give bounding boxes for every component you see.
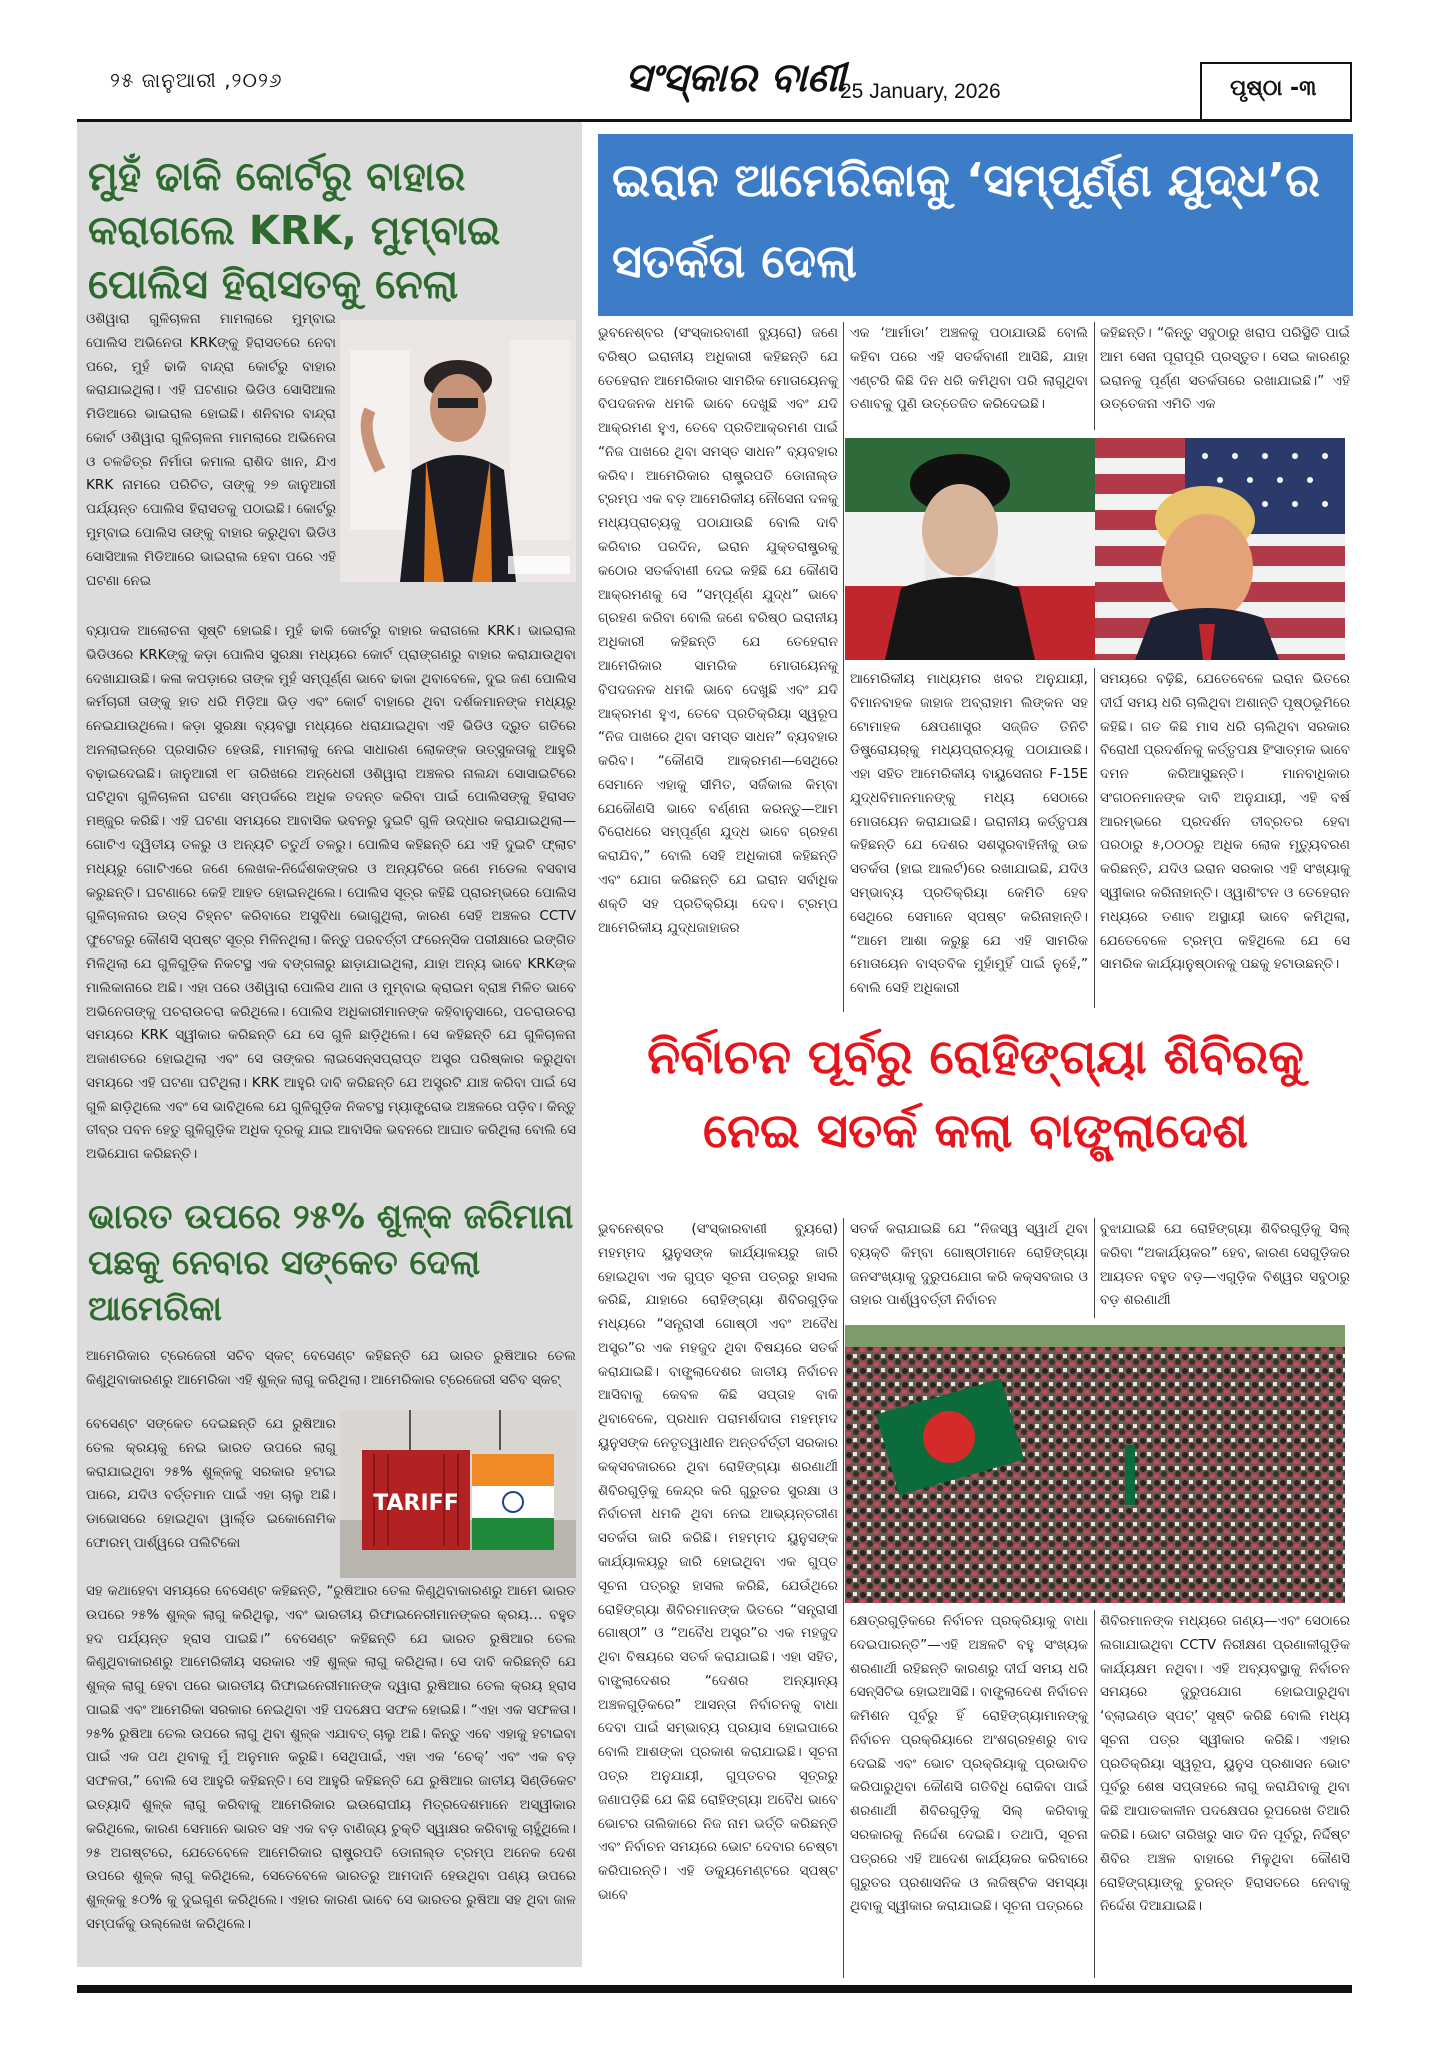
column-divider [1094, 1610, 1095, 1978]
footer-divider [77, 1985, 1352, 1993]
column-divider [843, 322, 844, 1012]
iran-body-col2: ଏକ ‘ଆର୍ମାଡା’ ଅଞ୍ଚଳକୁ ପଠାଯାଉଛି ବୋଲି କହିବା ପରେ ଏହି ସତର୍କବାଣୀ ଆସିଛି, ଯାହା ଏଣ୍ଟରି କିଛି ଦିନ ଧରି କମିଥିବା ପରି ଲାଗୁଥିବା ତଣାବକୁ ପୁଣି ଉତ୍ତେଜିତ କରିଦେଇଛି। [850, 325, 1088, 413]
krk-headline: ମୁହଁ ଢାକି କୋର୍ଟରୁ ବାହାର କରାଗଲେ KRK, ମୁମ୍ବାଇ ପୋଲିସ ହିରାସତକୁ ନେଲା [88, 154, 501, 308]
rohingya-body-col4: କ୍ଷେତ୍ରଗୁଡ଼ିକରେ ନିର୍ବାଚନ ପ୍ରକ୍ରିୟାକୁ ବାଧା ଦେଇପାରନ୍ତି”—ଏହି ଅଞ୍ଚଳଟି ବହୁ ସଂଖ୍ୟକ ଶରଣାର୍ଥୀ ରହିଛନ୍ତି କାରଣରୁ ଦୀର୍ଘ ସମୟ ଧରି ସେନ୍ସିଟିଭ ହୋଇଆସିଛି। ବାଙ୍ଗ୍ଲାଦେଶ ନିର୍ବାଚନ କମିଶନ ପୂର୍ବରୁ ହିଁ ରୋହିଙ୍ଗ୍ୟାମାନଙ୍କୁ ନିର୍ବାଚନ ପ୍ରକ୍ରିୟାରେ ଅଂଶଗ୍ରହଣରୁ ବାଦ ଦେଇଛି ଏବଂ ଭୋଟ ପ୍ରକ୍ରିୟାକୁ ପ୍ରଭାବିତ କରିପାରୁଥିବା କୌଣସି ଗତିବିଧି ରୋକିବା ପାଇଁ ଶରଣାର୍ଥୀ ଶିବିରଗୁଡ଼ିକୁ ସିଲ୍ କରିବାକୁ ସରକାରକୁ ନିର୍ଦ୍ଦେଶ ଦେଇଛି। ତଥାପି, ସୂଚନା ପତ୍ରରେ ଏହି ଆଦେଶ କାର୍ଯ୍ୟକର କରିବାରେ ଗୁରୁତର ପ୍ରଶାସନିକ ଓ ଲଜିଷ୍ଟିକ ସମସ୍ୟା ଥିବାକୁ ସ୍ୱୀକାର କରାଯାଇଛି। ସୂଚନା ପତ୍ରରେ [850, 1613, 1088, 1915]
iran-body-col4: ଆମେରିକୀୟ ମାଧ୍ୟମର ଖବର ଅନୁଯାୟୀ, ବିମାନବାହକ ଜାହାଜ ଅବ୍ରାହାମ ଲିଙ୍କନ ସହ ଟୋମାହକ କ୍ଷେପଣାସ୍ତ୍ର ସଜ୍ଜିତ ତିନିଟି ଡିଷ୍ଟ୍ରୋୟର୍‌କୁ ମଧ୍ୟପ୍ରାଚ୍ୟକୁ ପଠାଯାଉଛି। ଏହା ସହିତ ଆମେରିକୀୟ ବାୟୁସେନାର F-15E ଯୁଦ୍ଧବିମାନମାନଙ୍କୁ ମଧ୍ୟ ସେଠାରେ ମୋତାୟେନ କରାଯାଇଛି। ଇରାନୀୟ କର୍ତ୍ତୃପକ୍ଷ କହିଛନ୍ତି ଯେ ଦେଶର ସଶସ୍ତ୍ରବାହିନୀକୁ ଉଚ୍ଚ ସତର୍କତା (ହାଇ ଆଲର୍ଟ)ରେ ରଖାଯାଇଛି, ଯଦିଓ ସମ୍ଭାବ୍ୟ ପ୍ରତିକ୍ରିୟା କେମିତି ହେବ ସେଥିରେ ସେମାନେ ସ୍ପଷ୍ଟ କରିନାହାନ୍ତି। “ଆମେ ଆଶା କରୁଛୁ ଯେ ଏହି ସାମରିକ ମୋତାୟେନ ବାସ୍ତବିକ ମୁହାଁମୁହିଁ ପାଇଁ ନୁହେଁ,” ବୋଲି ସେହି ଅଧିକାରୀ [850, 671, 1088, 997]
tariff-body-para2: ବେସେଣ୍ଟ ସଙ୍କେତ ଦେଇଛନ୍ତି ଯେ ରୁଷିଆର ତେଲ କ୍ରୟକୁ ନେଇ ଭାରତ ଉପରେ ଲାଗୁ କରାଯାଇଥିବା ୨୫% ଶୁଳ୍କକୁ ସରକାର ହଟାଇ ପାରେ, ଯଦିଓ ବର୍ତ୍ତମାନ ପାଇଁ ଏହା ଚାଲୁ ଅଛି। ଡାଭୋସରେ ହୋଇଥିବା ୱାର୍ଲ୍ଡ ଇକୋନୋମିକ ଫୋରମ୍ ପାର୍ଶ୍ୱରେ ପଲିଟିକୋ [86, 1416, 336, 1551]
rohingya-body-col3: ବୁଝାଯାଇଛି ଯେ ରୋହିଙ୍ଗ୍ୟା ଶିବିରଗୁଡ଼ିକୁ ସିଲ୍ କରିବା “ଅକାର୍ଯ୍ୟକର” ହେବ, କାରଣ ସେଗୁଡ଼ିକର ଆୟତନ ବହୁତ ବଡ଼—ଏଗୁଡ଼ିକ ବିଶ୍ୱର ସବୁଠାରୁ ବଡ଼ ଶରଣାର୍ଥୀ [1100, 1221, 1350, 1309]
rohingya-body-col5: ଶିବିରମାନଙ୍କ ମଧ୍ୟରେ ଗଣ୍ୟ—ଏବଂ ସେଠାରେ ଲଗାଯାଇଥିବା CCTV ନିରୀକ୍ଷଣ ପ୍ରଣାଳୀଗୁଡ଼ିକ କାର୍ଯ୍ୟକ୍ଷମ ନଥିବା। ଏହି ଅବ୍ୟବସ୍ଥାକୁ ନିର୍ବାଚନ ସମୟରେ ଦୁରୁପଯୋଗ ହୋଇପାରୁଥିବା ‘ବ୍ଲାଇଣ୍ଡ ସ୍ପଟ୍’ ସୃଷ୍ଟି କରିଛି ବୋଲି ମଧ୍ୟ ସୂଚନା ପତ୍ର ସ୍ୱୀକାର କରିଛି। ଏହାର ପ୍ରତିକ୍ରିୟା ସ୍ୱରୂପ, ୟୁନୁସ ପ୍ରଶାସନ ଭୋଟ ପୂର୍ବରୁ ଶେଷ ସପ୍ତାହରେ ଲାଗୁ କରାଯିବାକୁ ଥିବା କିଛି ଆପାତକାଳୀନ ପଦକ୍ଷେପର ରୂପରେଖ ତିଆରି କରିଛି। ଭୋଟ ତାରିଖରୁ ସାତ ଦିନ ପୂର୍ବରୁ, ନିର୍ଦ୍ଦିଷ୍ଟ ଶିବିର ଅଞ୍ଚଳ ବାହାରେ ମିଳୁଥିବା କୌଣସି ରୋହିଙ୍ଗ୍ୟାଙ୍କୁ ତୁରନ୍ତ ହିରାସତରେ ନେବାକୁ ନିର୍ଦ୍ଦେଶ ଦିଆଯାଇଛି। [1100, 1613, 1350, 1915]
bangladesh-rally-photo [845, 1325, 1345, 1603]
iran-body-col1: ଭୁବନେଶ୍ବର (ସଂସ୍କାରବାଣୀ ବ୍ୟୁରୋ) ଜଣେ ବରିଷ୍ଠ ଇରାନୀୟ ଅଧିକାରୀ କହିଛନ୍ତି ଯେ ତେହେରାନ ଆମେରିକାର ସାମରିକ ମୋତାୟେନକୁ ବିପଦଜନକ ଧମକି ଭାବେ ଦେଖୁଛି ଏବଂ ଯଦି ଆକ୍ରମଣ ହୁଏ, ତେବେ ପ୍ରତିଆକ୍ରମଣ ପାଇଁ “ନିଜ ପାଖରେ ଥିବା ସମସ୍ତ ସାଧନ” ବ୍ୟବହାର କରିବ। ଆମେରିକାର ରାଷ୍ଟ୍ରପତି ଡୋନାଲ୍ଡ ଟ୍ରମ୍ପ ଏକ ବଡ଼ ଆମେରିକୀୟ ନୌସେନା ଦଳକୁ ମଧ୍ୟପ୍ରାଚ୍ୟକୁ ପଠାଯାଉଛି ବୋଲି ଦାବି କରିବାର ପରଦିନ, ଇରାନ ଯୁକ୍ତରାଷ୍ଟ୍ରକୁ କଠୋର ସତର୍କବାଣୀ ଦେଇ କହିଛି ଯେ କୌଣସି ଆକ୍ରମଣକୁ ସେ “ସମ୍ପୂର୍ଣ୍ଣ ଯୁଦ୍ଧ” ଭାବେ ଗ୍ରହଣ କରିବା ବୋଲି ଜଣେ ବରିଷ୍ଠ ଇରାନୀୟ ଅଧିକାରୀ କହିଛନ୍ତି ଯେ ତେହେରାନ ଆମେରିକାର ସାମରିକ ମୋତାୟେନକୁ ବିପଦଜନକ ଧମକି ଭାବେ ଦେଖୁଛି ଏବଂ ଯଦି ଆକ୍ରମଣ ହୁଏ, ତେବେ ପ୍ରତିକ୍ରିୟା ସ୍ୱରୂପ “ନିଜ ପାଖରେ ଥିବା ସମସ୍ତ ସାଧନ” ବ୍ୟବହାର କରିବ। “କୌଣସି ଆକ୍ରମଣ—ସେଥିରେ ସେମାନେ ଏହାକୁ ସୀମିତ, ସର୍ଜିକାଲ କିମ୍ବା ଯେକୌଣସି ଭାବେ ବର୍ଣ୍ଣନା କରନ୍ତୁ—ଆମ ବିରୋଧରେ ସମ୍ପୂର୍ଣ୍ଣ ଯୁଦ୍ଧ ଭାବେ ଗ୍ରହଣ କରାଯିବ,” ବୋଲି ସେହି ଅଧିକାରୀ କହିଛନ୍ତି ଏବଂ ଯୋଗ କରିଛନ୍ତି ଯେ ଇରାନ ସର୍ବାଧିକ ଶକ୍ତି ସହ ପ୍ରତିକ୍ରିୟା ଦେବ। ଟ୍ରମ୍ପ ଆମେରିକୀୟ ଯୁଦ୍ଧଜାହାଜର [598, 325, 839, 936]
rohingya-body-col2: ସତର୍କ କରାଯାଇଛି ଯେ “ନିଜସ୍ୱ ସ୍ୱାର୍ଥ ଥିବା ବ୍ୟକ୍ତି କିମ୍ବା ଗୋଷ୍ଠୀମାନେ ରୋହିଙ୍ଗ୍ୟା ଜନସଂଖ୍ୟାକୁ ଦୁରୁପଯୋଗ କରି କକ୍ସବଜାର ଓ ତାହାର ପାର୍ଶ୍ୱବର୍ତ୍ତୀ ନିର୍ବାଚନ [850, 1221, 1088, 1309]
column-divider [843, 1218, 844, 1978]
header-date-english: 25 January, 2026 [840, 80, 1001, 103]
tariff-headline: ଭାରତ ଉପରେ ୨୫% ଶୁଳ୍କ ଜରିମାନା ପଛକୁ ନେବାର ସଙ୍କେତ ଦେଲା ଆମେରିକା [88, 1197, 574, 1329]
column-divider [1094, 668, 1095, 1008]
krk-body-para1: ଓଶିୱାରା ଗୁଳିଚାଳନା ମାମଲାରେ ମୁମ୍ବାଇ ପୋଲିସ ଅଭିନେତା KRKଙ୍କୁ ହିରାସତରେ ନେବା ପରେ, ମୁହଁ ଢାକି ବାନ୍ଦ୍ରା କୋର୍ଟରୁ ବାହାର କରାଯାଇଥିଲା। ଏହି ଘଟଣାର ଭିଡିଓ ସୋସିଆଲ ମିଡିଆରେ ଭାଇରାଲ ହୋଇଛି। ଶନିବାର ବାନ୍ଦ୍ରା କୋର୍ଟ ଓଶିୱାରା ଗୁଳିଚାଳନା ମାମଲାରେ ଅଭିନେତା ଓ ଚଳଚ୍ଚିତ୍ର ନିର୍ମାତା କମାଲ ରାଶିଦ ଖାନ, ଯିଏ KRK ନାମରେ ପରିଚିତ, ତାଙ୍କୁ ୨୭ ଜାନୁଆରୀ ପର୍ଯ୍ୟନ୍ତ ପୋଲିସ ହିରାସତକୁ ପଠାଇଛି। କୋର୍ଟରୁ ମୁମ୍ବାଇ ପୋଲିସ ତାଙ୍କୁ ବାହାର କରୁଥିବା ଭିଡିଓ ସୋସିଆଲ ମିଡିଆରେ ଭାଇରାଲ ହେବା ପରେ ଏହି ଘଟଣା ନେଇ [86, 311, 336, 589]
page-number-box [1200, 62, 1352, 120]
masthead-logo: ସଂସ୍କାର ବାଣୀ [625, 55, 846, 101]
page-number: ପୃଷ୍ଠା -୩ [1230, 76, 1317, 101]
column-divider [1094, 1218, 1095, 1318]
iran-body-col3: କହିଛନ୍ତି। “କିନ୍ତୁ ସବୁଠାରୁ ଖରାପ ପରିସ୍ଥିତି ପାଇଁ ଆମ ସେନା ପୂରାପୂରି ପ୍ରସ୍ତୁତ। ସେଇ କାରଣରୁ ଇରାନକୁ ପୂର୍ଣ୍ଣ ସତର୍କତାରେ ରଖାଯାଇଛି।” ଏହି ଉତ୍ତେଜନା ଏମିତି ଏକ [1100, 325, 1350, 413]
rohingya-body-col1: ଭୁବନେଶ୍ବର (ସଂସ୍କାରବାଣୀ ବ୍ୟୁରୋ) ମହମ୍ମଦ ୟୁନୁସଙ୍କ କାର୍ଯ୍ୟାଳୟରୁ ଜାରି ହୋଇଥିବା ଏକ ଗୁପ୍ତ ସୂଚନା ପତ୍ରରୁ ହାସଲ କରିଛି, ଯାହାରେ ରୋହିଙ୍ଗ୍ୟା ଶିବିରଗୁଡ଼ିକ ମଧ୍ୟରେ “ସନ୍ତ୍ରାସୀ ଗୋଷ୍ଠୀ ଏବଂ ଅବୈଧ ଅସ୍ତ୍ର”ର ଏକ ମହଜୁଦ ଥିବା ବିଷୟରେ ସତର୍କ କରାଯାଇଛି। ବାଙ୍ଗ୍ଲାଦେଶର ଜାତୀୟ ନିର୍ବାଚନ ଆସିବାକୁ କେବଳ କିଛି ସପ୍ତାହ ବାକି ଥିବାବେଳେ, ପ୍ରଧାନ ପରାମର୍ଶଦାତା ମହମ୍ମଦ ୟୁନୁସଙ୍କ ନେତୃତ୍ୱାଧୀନ ଅନ୍ତର୍ବର୍ତ୍ତୀ ସରକାର କକ୍ସବଜାରରେ ଥିବା ରୋହିଙ୍ଗ୍ୟା ଶରଣାର୍ଥୀ ଶିବିରଗୁଡ଼ିକୁ କେନ୍ଦ୍ର କରି ଗୁରୁତର ସୁରକ୍ଷା ଓ ନିର୍ବାଚନୀ ଧମକି ଥିବା ନେଇ ଆଭ୍ୟନ୍ତରୀଣ ସତର୍କତା ଜାରି କରିଛି। ମହମ୍ମଦ ୟୁନୁସଙ୍କ କାର୍ଯ୍ୟାଳୟରୁ ଜାରି ହୋଇଥିବା ଏକ ଗୁପ୍ତ ସୂଚନା ପତ୍ରରୁ ହାସଲ କରିଛି, ଯେଉଁଥିରେ ରୋହିଙ୍ଗ୍ୟା ଶିବିରମାନଙ୍କ ଭିତରେ “ସନ୍ତ୍ରାସୀ ଗୋଷ୍ଠୀ” ଓ “ଅବୈଧ ଅସ୍ତ୍ର”ର ଏକ ମହଜୁଦ ଥିବା ବିଷୟରେ ସତର୍କ କରାଯାଇଛି। ଏହା ସହିତ, ବାଙ୍ଗ୍ଲାଦେଶର “ଦେଶର ଅନ୍ୟାନ୍ୟ ଅଞ୍ଚଳଗୁଡ଼ିକରେ” ଆସନ୍ତା ନିର୍ବାଚନକୁ ବାଧା ଦେବା ପାଇଁ ସମ୍ଭାବ୍ୟ ପ୍ରୟାସ ହୋଇପାରେ ବୋଲି ଆଶଙ୍କା ପ୍ରକାଶ କରାଯାଇଛି। ସୂଚନା ପତ୍ର ଅନୁଯାୟୀ, ଗୁପ୍ତଚର ସୂତ୍ରରୁ ଜଣାପଡ଼ିଛି ଯେ କିଛି ରୋହିଙ୍ଗ୍ୟା ଅବୈଧ ଭାବେ ଭୋଟର ତାଲିକାରେ ନିଜ ନାମ ଭର୍ତ୍ତି କରିଛନ୍ତି ଏବଂ ନିର୍ବାଚନ ସମୟରେ ଭୋଟ ଦେବାର ଚେଷ୍ଟା କରିପାରନ୍ତି। ଏହି ଡକ୍ୟୁମେଣ୍ଟରେ ସ୍ପଷ୍ଟ ଭାବେ [598, 1221, 838, 1903]
tariff-label: TARIFF [373, 1491, 459, 1516]
iran-us-leaders-photo [845, 438, 1345, 660]
iran-body-col5: ସମୟରେ ବଢ଼ିଛି, ଯେତେବେଳେ ଇରାନ ଭିତରେ ଦୀର୍ଘ ସମୟ ଧରି ଚାଲିଥିବା ଅଶାନ୍ତି ପୃଷ୍ଠଭୂମିରେ କହିଛି। ଗତ କିଛି ମାସ ଧରି ଚାଲିଥିବା ସରକାର ବିରୋଧୀ ପ୍ରଦର୍ଶନକୁ କର୍ତ୍ତୃପକ୍ଷ ହିଂସାତ୍ମକ ଭାବେ ଦମନ କରିଆସୁଛନ୍ତି। ମାନବାଧିକାର ସଂଗଠନମାନଙ୍କ ଦାବି ଅନୁଯାୟୀ, ଏହି ବର୍ଷ ଆରମ୍ଭରେ ପ୍ରଦର୍ଶନ ତୀବ୍ରତର ହେବା ପରଠାରୁ ୫,୦୦୦ରୁ ଅଧିକ ଲୋକ ମୃତ୍ୟୁବରଣ କରିଛନ୍ତି, ଯଦିଓ ଇରାନ ସରକାର ଏହି ସଂଖ୍ୟାକୁ ସ୍ୱୀକାର କରିନାହାନ୍ତି। ଓ୍ୱାଶିଂଟନ ଓ ତେହେରାନ ମଧ୍ୟରେ ତଣାବ ଅସ୍ଥାୟୀ ଭାବେ କମିଥିଲା, ଯେତେବେଳେ ଟ୍ରମ୍ପ କହିଥିଲେ ଯେ ସେ ସାମରିକ କାର୍ଯ୍ୟାନୁଷ୍ଠାନକୁ ପଛକୁ ହଟାଉଛନ୍ତି। [1100, 671, 1350, 973]
tariff-body-para3: ସହ କଥାହେବା ସମୟରେ ବେସେଣ୍ଟ କହିଛନ୍ତି, “ରୁଷିଆର ତେଲ କିଣୁଥିବାକାରଣରୁ ଆମେ ଭାରତ ଉପରେ ୨୫% ଶୁଳ୍କ ଲାଗୁ କରିଥିଲୁ, ଏବଂ ଭାରତୀୟ ରିଫାଇନେରୀମାନଙ୍କର କ୍ରୟ… ବହୁତ ହଦ ପର୍ଯ୍ୟନ୍ତ ହ୍ରାସ ପାଇଛି।” ବେସେଣ୍ଟ କହିଛନ୍ତି ଯେ ଭାରତ ରୁଷିଆର ତେଲ କିଣୁଥିବାକାରଣରୁ ଆମେରିକୀୟ ସରକାର ଏହି ଶୁଳ୍କ ଲାଗୁ କରିଥିଲା। ସେ ଦାବି କରିଛନ୍ତି ଯେ ଶୁଳ୍କ ଲାଗୁ ହେବା ପରେ ଭାରତୀୟ ରିଫାଇନେରୀମାନଙ୍କ ଦ୍ୱାରା ରୁଷିଆର ତେଲ କ୍ରୟ ହ୍ରାସ ପାଇଛି ଏବଂ ଆମେରିକା ସରକାର ନେଇଥିବା ଏହି ପଦକ୍ଷେପ ସଫଳ ହୋଇଛି। “ଏହା ଏକ ସଫଳତା। ୨୫% ରୁଷିଆ ତେଲ ଉପରେ ଲାଗୁ ଥିବା ଶୁଳ୍କ ଏଯାବତ୍ ଚାଲୁ ଅଛି। କିନ୍ତୁ ଏବେ ଏହାକୁ ହଟାଇବା ପାଇଁ ଏକ ପଥ ଥିବାକୁ ମୁଁ ଅନୁମାନ କରୁଛି। ସେଥିପାଇଁ, ଏହା ଏକ ‘ଚେକ୍’ ଏବଂ ଏକ ବଡ଼ ସଫଳତା,” ବୋଲି ସେ ଆହୁରି କହିଛନ୍ତି। ସେ ଆହୁରି କହିଛନ୍ତି ଯେ ରୁଷିଆର ଜାତୀୟ ସିଣ୍ଡିକେଟ ଇତ୍ୟାଦି ଶୁଳ୍କ ଲାଗୁ କରିବାକୁ ଆମେରିକାର ଇଉରୋପୀୟ ମିତ୍ରଦେଶମାନେ ଅସ୍ୱୀକାର କରିଥିଲେ, କାରଣ ସେମାନେ ଭାରତ ସହ ଏକ ବଡ଼ ବାଣିଜ୍ୟ ଚୁକ୍ତି ସ୍ୱାକ୍ଷର କରିବାକୁ ଚାହୁଁଥିଲେ। ୨୫ ଅଗଷ୍ଟରେ, ଯେତେବେଳେ ଆମେରିକାର ରାଷ୍ଟ୍ରପତି ଡୋନାଲ୍ଡ ଟ୍ରମ୍ପ ଅନେକ ଦେଶ ଉପରେ ଶୁଳ୍କ ଲାଗୁ କରିଥିଲେ, ସେତେବେଳେ ଭାରତରୁ ଆମଦାନି ହେଉଥିବା ପଣ୍ୟ ଉପରେ ଶୁଳ୍କକୁ ୫୦% କୁ ଦୁଇଗୁଣ କରିଥିଲେ। ଏହାର କାରଣ ଭାବେ ସେ ଭାରତର ରୁଷିଆ ସହ ଥିବା ଜାଳ ସମ୍ପର୍କକୁ ଉଲ୍ଲେଖ କରିଥିଲେ। [86, 1583, 576, 1932]
rohingya-headline: ନିର୍ବାଚନ ପୂର୍ବରୁ ରୋହିଙ୍ଗ୍ୟା ଶିବିରକୁ ନେଇ ସତର୍କ କଲା ବାଙ୍ଗ୍ଲାଦେଶ [647, 1029, 1304, 1160]
header-date-odia: ୨୫ ଜାନୁଆରୀ ,୨୦୨୬ [110, 68, 283, 92]
column-divider [1094, 322, 1095, 430]
tariff-photo [340, 1410, 576, 1578]
krk-photo [340, 320, 576, 582]
tariff-body-para1: ଆମେରିକାର ଟ୍ରେଜେରୀ ସଚିବ ସ୍କଟ୍ ବେସେଣ୍ଟ କହିଛନ୍ତି ଯେ ଭାରତ ରୁଷିଆର ତେଲ କିଣୁଥିବାକାରଣରୁ ଆମେରିକା ଏହି ଶୁଳ୍କ ଲାଗୁ କରିଥିଲା। ଆମେରିକାର ଟ୍ରେଜେରୀ ସଚିବ ସ୍କଟ୍ [86, 1348, 576, 1388]
iran-headline: ଇରାନ ଆମେରିକାକୁ ‘ସମ୍ପୂର୍ଣ୍ଣ ଯୁଦ୍ଧ’ର ସତର୍କତା ଦେଲା [612, 153, 1321, 288]
krk-body-para2: ବ୍ୟାପକ ଆଲୋଚନା ସୃଷ୍ଟି ହୋଇଛି। ମୁହଁ ଢାକି କୋର୍ଟରୁ ବାହାର କରାଗଲେ KRK। ଭାଇରାଲ ଭିଡିଓରେ KRKଙ୍କୁ କଡ଼ା ପୋଲିସ ସୁରକ୍ଷା ମଧ୍ୟରେ କୋର୍ଟ ପ୍ରାଙ୍ଗଣରୁ ବାହାର କରାଯାଉଥିବା ଦେଖାଯାଉଛି। କଳା କପଡ଼ାରେ ତାଙ୍କ ମୁହଁ ସମ୍ପୂର୍ଣ୍ଣ ଭାବେ ଢାକା ଥିବାବେଳେ, ଦୁଇ ଜଣ ପୋଲିସ କର୍ମଚାରୀ ତାଙ୍କୁ ହାତ ଧରି ମିଡ଼ିଆ ଭିଡ଼ ଏବଂ କୋର୍ଟ ବାହାରେ ଥିବା ଦର୍ଶକମାନଙ୍କ ମଧ୍ୟରୁ ନେଇଯାଉଥିଲେ। କଡ଼ା ସୁରକ୍ଷା ବ୍ୟବସ୍ଥା ମଧ୍ୟରେ ଧରାଯାଇଥିବା ଏହି ଭିଡିଓ ଦ୍ରୁତ ଗତିରେ ଅନଲାଇନ୍‌ରେ ପ୍ରସାରିତ ହେଉଛି, ମାମଲାକୁ ନେଇ ସାଧାରଣ ଲୋକଙ୍କ ଉତ୍ସୁକତାକୁ ଆହୁରି ବଢ଼ାଇଦେଇଛି। ଜାନୁଆରୀ ୧୮ ତାରିଖରେ ଅନ୍ଧେରୀ ଓଶିୱାରା ଅଞ୍ଚଳର ନାଲନ୍ଦା ସୋସାଇଟିରେ ଘଟିଥିବା ଗୁଳିଚାଳନା ଘଟଣା ସମ୍ପର୍କରେ ଅଧିକ ତଦନ୍ତ କରିବା ପାଇଁ ପୋଲିସଙ୍କୁ ହିରାସତ ମଞ୍ଜୁର କରିଛି। ଏହି ଘଟଣା ସମୟରେ ଆବାସିକ ଭବନରୁ ଦୁଇଟି ଗୁଳି ଉଦ୍ଧାର କରାଯାଇଥିଲା—ଗୋଟିଏ ଦ୍ୱିତୀୟ ତଳରୁ ଓ ଅନ୍ୟଟି ଚତୁର୍ଥ ତଳରୁ। ପୋଲିସ କହିଛନ୍ତି ଯେ ଏହି ଦୁଇଟି ଫ୍ଲାଟ ମଧ୍ୟରୁ ଗୋଟିଏରେ ଜଣେ ଲେଖକ-ନିର୍ଦ୍ଦେଶକଙ୍କର ଓ ଅନ୍ୟଟିରେ ଜଣେ ମଡେଲ ବସବାସ କରୁଛନ୍ତି। ଘଟଣାରେ କେହି ଆହତ ହୋଇନଥିଲେ। ପୋଲିସ ସୂତ୍ର କହିଛି ପ୍ରାରମ୍ଭରେ ପୋଲିସ ଗୁଳିଚାଳନାର ଉତ୍ସ ଚିହ୍ନଟ କରିବାରେ ଅସୁବିଧା ଭୋଗୁଥିଲା, କାରଣ ସେହି ଅଞ୍ଚଳର CCTV ଫୁଟେଜରୁ କୌଣସି ସ୍ପଷ୍ଟ ସୂତ୍ର ମିଳିନଥିଲା। କିନ୍ତୁ ପରବର୍ତ୍ତୀ ଫରେନ୍ସିକ ପରୀକ୍ଷାରେ ଇଙ୍ଗିତ ମିଳିଥିଲା ଯେ ଗୁଳିଗୁଡ଼ିକ ନିକଟସ୍ଥ ଏକ ବଙ୍ଗଳାରୁ ଛାଡ଼ାଯାଇଥିଲା, ଯାହା ଅନ୍ୟ ଭାବେ KRKଙ୍କ ମାଲିକାନାରେ ଅଛି। ଏହା ପରେ ଓଶିୱାରା ପୋଲିସ ଥାନା ଓ ମୁମ୍ବାଇ କ୍ରାଇମ ବ୍ରାଞ୍ଚ ମିଳିତ ଭାବେ ଅଭିନେତାଙ୍କୁ ପଚରାଉଚରା କରିଥିଲେ। ପୋଲିସ ଅଧିକାରୀମାନଙ୍କ କହିବାନୁସାରେ, ପଚରାଉଚରା ସମୟରେ KRK ସ୍ୱୀକାର କରିଛନ୍ତି ଯେ ସେ ଗୁଳି ଛାଡ଼ିଥିଲେ। ସେ କହିଛନ୍ତି ଯେ ଗୁଳିଚାଳନା ଅଜାଣତରେ ହୋଇଥିଲା ଏବଂ ସେ ତାଙ୍କର ଲାଇସେନ୍ସପ୍ରାପ୍ତ ଅସ୍ତ୍ର ପରିଷ୍କାର କରୁଥିବା ସମୟରେ ଏହି ଘଟଣା ଘଟିଥିଲା। KRK ଆହୁରି ଦାବି କରିଛନ୍ତି ଯେ ଅସ୍ତ୍ରଟି ଯାଞ୍ଚ କରିବା ପାଇଁ ସେ ଗୁଳି ଛାଡ଼ିଥିଲେ ଏବଂ ସେ ଭାବିଥିଲେ ଯେ ଗୁଳିଗୁଡ଼ିକ ନିକଟସ୍ଥ ମ୍ୟାଙ୍ଗ୍ରୋଭ ଅଞ୍ଚଳରେ ପଡ଼ିବ। କିନ୍ତୁ ତୀବ୍ର ପବନ ହେତୁ ଗୁଳିଗୁଡ଼ିକ ଅଧିକ ଦୂରକୁ ଯାଇ ଆବାସିକ ଭବନରେ ଆଘାତ କରିଥିଲା ବୋଲି ସେ ଅଭିଯୋଗ କରିଛନ୍ତି। [86, 623, 576, 1163]
